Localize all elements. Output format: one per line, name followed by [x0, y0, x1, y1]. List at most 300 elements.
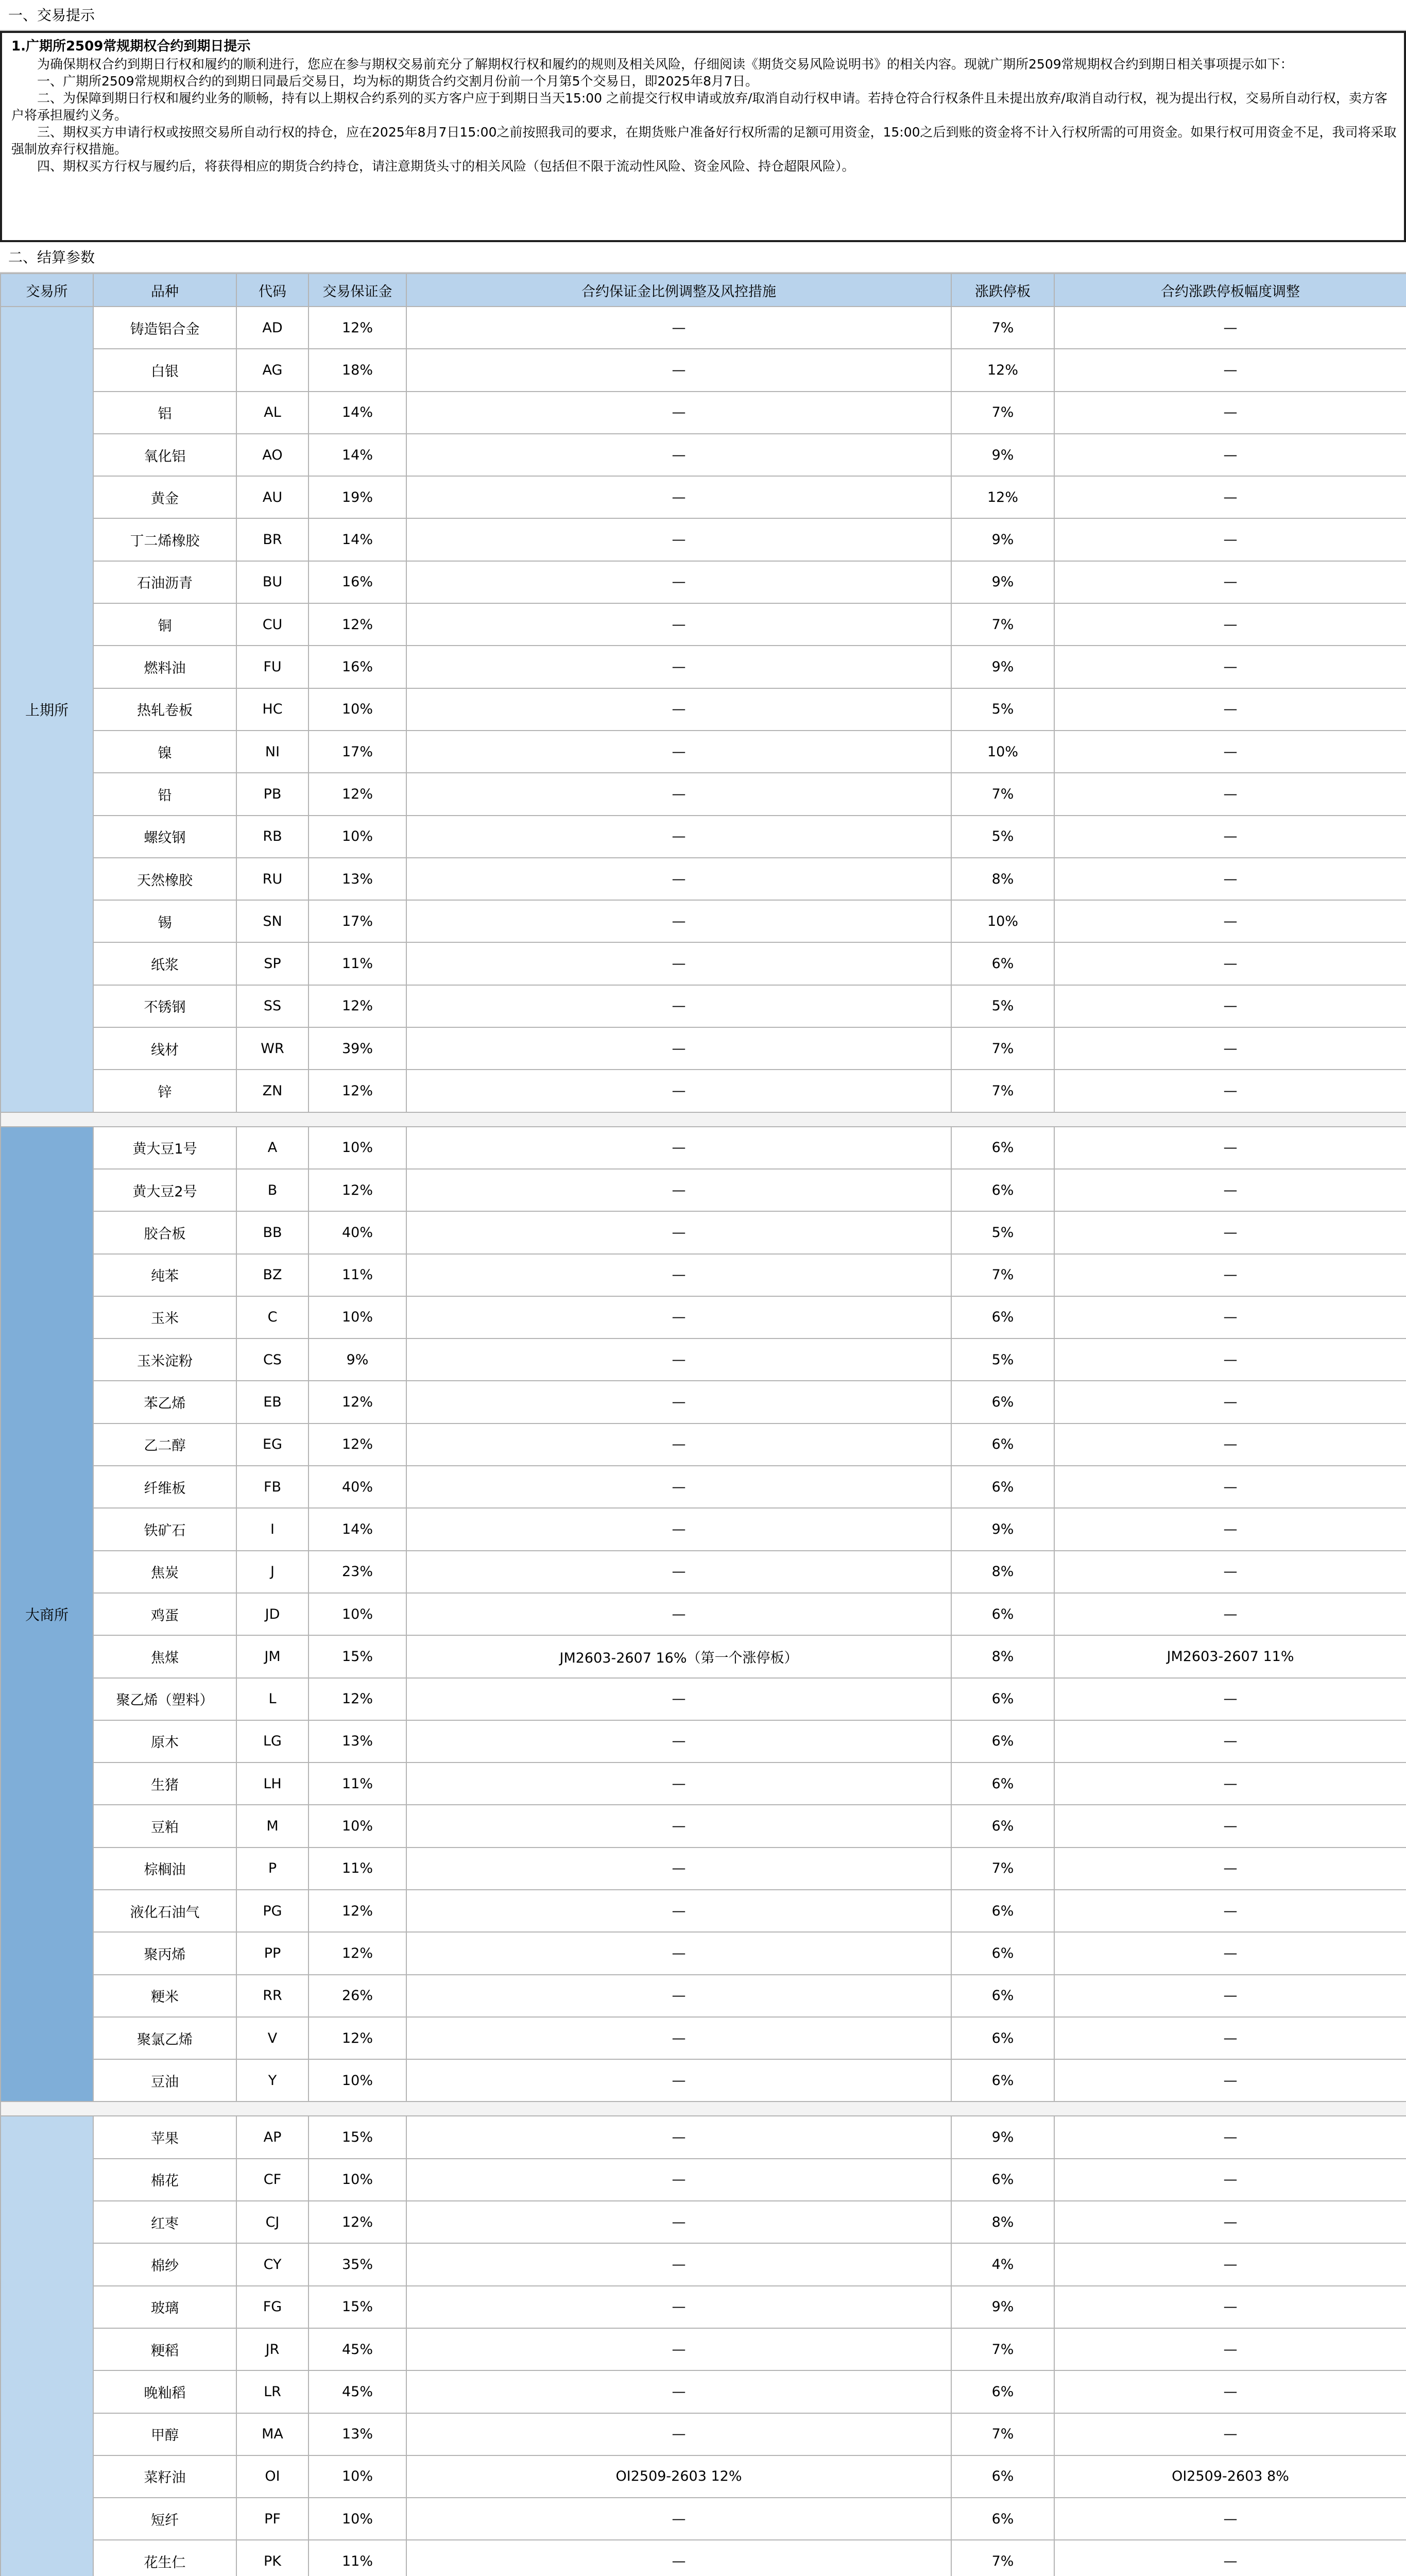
margin-adjustment-cell: — [406, 1932, 951, 1974]
table-row [1, 1635, 1406, 1677]
product-cell: 不锈钢 [93, 985, 236, 1027]
price-limit-cell: 6% [951, 1975, 1054, 2017]
code-cell: BR [236, 518, 308, 561]
notice-line: 二、为保障到期日行权和履约业务的顺畅，持有以上期权合约系列的买方客户应于到期日当天15:00 之前提交行权申请或放弃/取消自动行权申请。若持仓符合行权条件且未提出放弃/取消自动行权，视为提出行权，交易所自动行权，卖方客户将承担履约义务。 [11, 91, 1387, 123]
product-cell: 聚氯乙烯 [93, 2017, 236, 2059]
margin-cell: 11% [308, 2540, 406, 2576]
price-limit-cell: 6% [951, 1762, 1054, 1805]
notice-title: 1.广期所2509常规期权合约到期日提示 [11, 39, 251, 54]
product-cell: 原木 [93, 1720, 236, 1762]
table-row [1, 1678, 1406, 1720]
product-cell: 聚乙烯（塑料） [93, 1678, 236, 1720]
price-limit-cell: 7% [951, 1848, 1054, 1890]
margin-adjustment-cell: — [406, 1296, 951, 1338]
margin-adjustment-cell: — [406, 2328, 951, 2370]
table-row [1, 2328, 1406, 2370]
product-cell: 花生仁 [93, 2540, 236, 2576]
margin-adjustment-cell: — [406, 1027, 951, 1070]
price-limit-adjustment-cell: — [1054, 2059, 1406, 2102]
margin-cell: 12% [308, 307, 406, 349]
price-limit-adjustment-cell: — [1054, 2413, 1406, 2455]
margin-cell: 10% [308, 2455, 406, 2498]
price-limit-adjustment-cell: — [1054, 2201, 1406, 2243]
margin-adjustment-cell: — [406, 2059, 951, 2102]
margin-adjustment-cell: — [406, 2498, 951, 2540]
table-row [1, 1381, 1406, 1423]
price-limit-cell: 6% [951, 1381, 1054, 1423]
header-code: 代码 [236, 274, 308, 307]
price-limit-cell: 6% [951, 1423, 1054, 1466]
price-limit-adjustment-cell: — [1054, 985, 1406, 1027]
code-cell: CJ [236, 2201, 308, 2243]
code-cell: PP [236, 1932, 308, 1974]
code-cell: AP [236, 2116, 308, 2158]
price-limit-cell: 10% [951, 900, 1054, 942]
price-limit-adjustment-cell: — [1054, 688, 1406, 731]
table-row [1, 1296, 1406, 1338]
margin-cell: 14% [308, 1508, 406, 1550]
product-cell: 短纤 [93, 2498, 236, 2540]
price-limit-adjustment-cell: — [1054, 603, 1406, 646]
margin-cell: 12% [308, 1169, 406, 1211]
price-limit-adjustment-cell: — [1054, 1593, 1406, 1635]
margin-cell: 40% [308, 1211, 406, 1253]
margin-cell: 12% [308, 603, 406, 646]
margin-adjustment-cell: — [406, 1423, 951, 1466]
margin-cell: 13% [308, 858, 406, 900]
table-row [1, 392, 1406, 434]
code-cell: SP [236, 942, 308, 985]
code-cell: CY [236, 2243, 308, 2285]
exchange-cell [1, 2116, 93, 2576]
margin-adjustment-cell: — [406, 1848, 951, 1890]
table-row [1, 1127, 1406, 1169]
margin-adjustment-cell: — [406, 688, 951, 731]
price-limit-adjustment-cell: — [1054, 1027, 1406, 1070]
price-limit-cell: 6% [951, 2059, 1054, 2102]
margin-adjustment-cell: — [406, 1070, 951, 1112]
margin-cell: 10% [308, 688, 406, 731]
price-limit-adjustment-cell: — [1054, 2370, 1406, 2413]
table-row [1, 518, 1406, 561]
table-row [1, 2159, 1406, 2201]
code-cell: BB [236, 1211, 308, 1253]
table-row [1, 561, 1406, 603]
code-cell: LG [236, 1720, 308, 1762]
code-cell: J [236, 1551, 308, 1593]
table-row [1, 2413, 1406, 2455]
price-limit-adjustment-cell: — [1054, 942, 1406, 985]
code-cell: SN [236, 900, 308, 942]
code-cell: BU [236, 561, 308, 603]
table-row [1, 1211, 1406, 1253]
product-cell: 线材 [93, 1027, 236, 1070]
margin-adjustment-cell: — [406, 731, 951, 773]
margin-cell: 12% [308, 1381, 406, 1423]
code-cell: AL [236, 392, 308, 434]
table-row [1, 2498, 1406, 2540]
product-cell: 棉花 [93, 2159, 236, 2201]
product-cell: 纤维板 [93, 1466, 236, 1508]
margin-cell: 14% [308, 518, 406, 561]
code-cell: RU [236, 858, 308, 900]
product-cell: 豆粕 [93, 1805, 236, 1847]
header-price-limit: 涨跌停板 [951, 274, 1054, 307]
price-limit-cell: 7% [951, 1070, 1054, 1112]
margin-cell: 26% [308, 1975, 406, 2017]
price-limit-adjustment-cell: — [1054, 1720, 1406, 1762]
product-cell: 鸡蛋 [93, 1593, 236, 1635]
margin-adjustment-cell: — [406, 1762, 951, 1805]
margin-adjustment-cell: — [406, 2017, 951, 2059]
group-separator [1, 2102, 1406, 2116]
price-limit-adjustment-cell: — [1054, 773, 1406, 815]
code-cell: JM [236, 1635, 308, 1677]
margin-adjustment-cell: — [406, 2243, 951, 2285]
price-limit-adjustment-cell: — [1054, 1296, 1406, 1338]
product-cell: 石油沥青 [93, 561, 236, 603]
margin-adjustment-cell: — [406, 392, 951, 434]
price-limit-adjustment-cell: — [1054, 1551, 1406, 1593]
product-cell: 棕榈油 [93, 1848, 236, 1890]
margin-cell: 45% [308, 2328, 406, 2370]
margin-cell: 17% [308, 900, 406, 942]
margin-cell: 12% [308, 773, 406, 815]
price-limit-adjustment-cell: — [1054, 561, 1406, 603]
price-limit-adjustment-cell: — [1054, 1508, 1406, 1550]
margin-adjustment-cell: — [406, 1169, 951, 1211]
price-limit-adjustment-cell: — [1054, 2498, 1406, 2540]
code-cell: RB [236, 816, 308, 858]
margin-adjustment-cell: — [406, 2286, 951, 2328]
product-cell: 氧化铝 [93, 434, 236, 476]
margin-adjustment-cell: — [406, 518, 951, 561]
margin-adjustment-cell: — [406, 1551, 951, 1593]
price-limit-cell: 7% [951, 2540, 1054, 2576]
table-row [1, 985, 1406, 1027]
product-cell: 苯乙烯 [93, 1381, 236, 1423]
code-cell: WR [236, 1027, 308, 1070]
price-limit-adjustment-cell: — [1054, 1338, 1406, 1381]
price-limit-cell: 9% [951, 1508, 1054, 1550]
table-row [1, 858, 1406, 900]
code-cell: AO [236, 434, 308, 476]
margin-cell: 10% [308, 1296, 406, 1338]
exchange-cell: 上期所 [1, 307, 93, 1112]
price-limit-adjustment-cell: — [1054, 1762, 1406, 1805]
table-row [1, 1466, 1406, 1508]
table-row [1, 731, 1406, 773]
price-limit-cell: 6% [951, 2498, 1054, 2540]
code-cell: AU [236, 476, 308, 518]
product-cell: 胶合板 [93, 1211, 236, 1253]
code-cell: V [236, 2017, 308, 2059]
code-cell: PG [236, 1890, 308, 1932]
table-row [1, 1070, 1406, 1112]
price-limit-cell: 4% [951, 2243, 1054, 2285]
margin-adjustment-cell: — [406, 773, 951, 815]
product-cell: 菜籽油 [93, 2455, 236, 2498]
price-limit-adjustment-cell: — [1054, 1678, 1406, 1720]
price-limit-cell: 9% [951, 2286, 1054, 2328]
table-row [1, 2017, 1406, 2059]
price-limit-cell: 8% [951, 858, 1054, 900]
code-cell: EG [236, 1423, 308, 1466]
header-product: 品种 [93, 274, 236, 307]
code-cell: C [236, 1296, 308, 1338]
margin-cell: 9% [308, 1338, 406, 1381]
price-limit-adjustment-cell: — [1054, 2116, 1406, 2158]
table-row [1, 2116, 1406, 2158]
table-row [1, 773, 1406, 815]
product-cell: 玉米 [93, 1296, 236, 1338]
price-limit-cell: 8% [951, 2201, 1054, 2243]
table-row [1, 1848, 1406, 1890]
product-cell: 纯苯 [93, 1254, 236, 1296]
product-cell: 铝 [93, 392, 236, 434]
price-limit-cell: 6% [951, 1296, 1054, 1338]
price-limit-adjustment-cell: — [1054, 2286, 1406, 2328]
margin-cell: 11% [308, 942, 406, 985]
price-limit-adjustment-cell: — [1054, 349, 1406, 391]
product-cell: 焦煤 [93, 1635, 236, 1677]
code-cell: BZ [236, 1254, 308, 1296]
table-row [1, 2455, 1406, 2498]
margin-adjustment-cell: — [406, 1254, 951, 1296]
code-cell: NI [236, 731, 308, 773]
table-row [1, 476, 1406, 518]
price-limit-cell: 10% [951, 731, 1054, 773]
margin-adjustment-cell: — [406, 1593, 951, 1635]
margin-adjustment-cell: — [406, 1975, 951, 2017]
table-row [1, 1254, 1406, 1296]
margin-cell: 12% [308, 2201, 406, 2243]
price-limit-cell: 5% [951, 1211, 1054, 1253]
notice-line: 一、广期所2509常规期权合约的到期日同最后交易日，均为标的期货合约交割月份前一个月第5个交易日，即2025年8月7日。 [37, 74, 758, 89]
margin-adjustment-cell: — [406, 434, 951, 476]
margin-adjustment-cell: — [406, 2201, 951, 2243]
price-limit-cell: 6% [951, 1169, 1054, 1211]
product-cell: 玻璃 [93, 2286, 236, 2328]
product-cell: 锡 [93, 900, 236, 942]
table-row [1, 2201, 1406, 2243]
code-cell: CU [236, 603, 308, 646]
price-limit-cell: 8% [951, 1635, 1054, 1677]
price-limit-adjustment-cell: — [1054, 1932, 1406, 1974]
price-limit-cell: 5% [951, 816, 1054, 858]
price-limit-cell: 6% [951, 1805, 1054, 1847]
margin-cell: 10% [308, 2159, 406, 2201]
margin-cell: 10% [308, 2498, 406, 2540]
code-cell: PB [236, 773, 308, 815]
price-limit-adjustment-cell: — [1054, 392, 1406, 434]
header-margin: 交易保证金 [308, 274, 406, 307]
settlement-params-table [0, 273, 1406, 2576]
product-cell: 甲醇 [93, 2413, 236, 2455]
margin-adjustment-cell: — [406, 1678, 951, 1720]
price-limit-adjustment-cell: — [1054, 1070, 1406, 1112]
section-title-trade-notice: 一、交易提示 [0, 0, 1406, 31]
price-limit-cell: 6% [951, 1720, 1054, 1762]
code-cell: Y [236, 2059, 308, 2102]
product-cell: 红枣 [93, 2201, 236, 2243]
price-limit-adjustment-cell: — [1054, 816, 1406, 858]
group-separator [1, 1112, 1406, 1127]
price-limit-cell: 6% [951, 1127, 1054, 1169]
price-limit-cell: 7% [951, 2413, 1054, 2455]
margin-cell: 12% [308, 1932, 406, 1974]
margin-cell: 17% [308, 731, 406, 773]
price-limit-adjustment-cell: — [1054, 518, 1406, 561]
table-row [1, 603, 1406, 646]
price-limit-adjustment-cell: — [1054, 1127, 1406, 1169]
code-cell: CS [236, 1338, 308, 1381]
margin-cell: 10% [308, 1593, 406, 1635]
product-cell: 豆油 [93, 2059, 236, 2102]
price-limit-adjustment-cell: — [1054, 858, 1406, 900]
price-limit-adjustment-cell: — [1054, 2328, 1406, 2370]
margin-cell: 12% [308, 1070, 406, 1112]
price-limit-cell: 5% [951, 1338, 1054, 1381]
price-limit-cell: 6% [951, 1932, 1054, 1974]
margin-cell: 45% [308, 2370, 406, 2413]
price-limit-cell: 9% [951, 518, 1054, 561]
code-cell: M [236, 1805, 308, 1847]
product-cell: 玉米淀粉 [93, 1338, 236, 1381]
price-limit-cell: 5% [951, 985, 1054, 1027]
product-cell: 晚籼稻 [93, 2370, 236, 2413]
code-cell: EB [236, 1381, 308, 1423]
margin-adjustment-cell: — [406, 2413, 951, 2455]
price-limit-cell: 6% [951, 2159, 1054, 2201]
code-cell: ZN [236, 1070, 308, 1112]
product-cell: 粳稻 [93, 2328, 236, 2370]
product-cell: 铸造铝合金 [93, 307, 236, 349]
code-cell: FG [236, 2286, 308, 2328]
margin-cell: 16% [308, 646, 406, 688]
price-limit-adjustment-cell: — [1054, 307, 1406, 349]
margin-cell: 12% [308, 1423, 406, 1466]
table-row [1, 688, 1406, 731]
margin-adjustment-cell: — [406, 900, 951, 942]
margin-cell: 13% [308, 1720, 406, 1762]
product-cell: 铁矿石 [93, 1508, 236, 1550]
margin-cell: 15% [308, 2116, 406, 2158]
margin-cell: 11% [308, 1254, 406, 1296]
price-limit-cell: 6% [951, 2017, 1054, 2059]
code-cell: B [236, 1169, 308, 1211]
margin-adjustment-cell: — [406, 603, 951, 646]
table-row [1, 1593, 1406, 1635]
product-cell: 聚丙烯 [93, 1932, 236, 1974]
product-cell: 丁二烯橡胶 [93, 518, 236, 561]
margin-adjustment-cell: — [406, 1805, 951, 1847]
table-row [1, 349, 1406, 391]
price-limit-cell: 6% [951, 2455, 1054, 2498]
margin-adjustment-cell: — [406, 1338, 951, 1381]
margin-cell: 10% [308, 1805, 406, 1847]
table-row [1, 2286, 1406, 2328]
margin-cell: 19% [308, 476, 406, 518]
price-limit-cell: 9% [951, 434, 1054, 476]
code-cell: AG [236, 349, 308, 391]
product-cell: 锌 [93, 1070, 236, 1112]
table-row [1, 2370, 1406, 2413]
margin-adjustment-cell: — [406, 646, 951, 688]
margin-adjustment-cell: OI2509-2603 12% [406, 2455, 951, 2498]
price-limit-cell: 9% [951, 2116, 1054, 2158]
price-limit-adjustment-cell: — [1054, 2243, 1406, 2285]
price-limit-adjustment-cell: OI2509-2603 8% [1054, 2455, 1406, 2498]
group-separator-cell [1, 2102, 1406, 2116]
price-limit-cell: 12% [951, 476, 1054, 518]
margin-adjustment-cell: — [406, 942, 951, 985]
table-row [1, 2540, 1406, 2576]
price-limit-cell: 9% [951, 646, 1054, 688]
price-limit-adjustment-cell: — [1054, 731, 1406, 773]
margin-cell: 11% [308, 1848, 406, 1890]
margin-cell: 12% [308, 1678, 406, 1720]
code-cell: HC [236, 688, 308, 731]
product-cell: 生猪 [93, 1762, 236, 1805]
price-limit-cell: 6% [951, 1890, 1054, 1932]
price-limit-cell: 7% [951, 392, 1054, 434]
margin-adjustment-cell: — [406, 561, 951, 603]
margin-cell: 15% [308, 1635, 406, 1677]
code-cell: JD [236, 1593, 308, 1635]
group-separator-cell [1, 1112, 1406, 1127]
price-limit-cell: 5% [951, 688, 1054, 731]
margin-adjustment-cell: — [406, 1890, 951, 1932]
price-limit-cell: 9% [951, 561, 1054, 603]
product-cell: 黄大豆2号 [93, 1169, 236, 1211]
header-margin-adjustment: 合约保证金比例调整及风控措施 [406, 274, 951, 307]
table-row [1, 1508, 1406, 1550]
margin-adjustment-cell: — [406, 307, 951, 349]
margin-cell: 40% [308, 1466, 406, 1508]
table-row [1, 646, 1406, 688]
price-limit-adjustment-cell: — [1054, 1466, 1406, 1508]
margin-cell: 39% [308, 1027, 406, 1070]
table-row [1, 1338, 1406, 1381]
table-row [1, 307, 1406, 349]
price-limit-cell: 7% [951, 1027, 1054, 1070]
margin-adjustment-cell: — [406, 349, 951, 391]
product-cell: 棉纱 [93, 2243, 236, 2285]
margin-adjustment-cell: — [406, 816, 951, 858]
table-row [1, 1975, 1406, 2017]
table-row [1, 942, 1406, 985]
code-cell: LR [236, 2370, 308, 2413]
price-limit-cell: 6% [951, 1466, 1054, 1508]
price-limit-adjustment-cell: — [1054, 1890, 1406, 1932]
price-limit-adjustment-cell: JM2603-2607 11% [1054, 1635, 1406, 1677]
notice-line: 三、期权买方申请行权或按照交易所自动行权的持仓，应在2025年8月7日15:00之前按照我司的要求，在期货账户准备好行权所需的足额可用资金，15:00之后到账的资金将不计入行权所需的可用资金。如果行权可用资金不足，我司将采取强制放弃行权措施。 [11, 125, 1397, 157]
code-cell: JR [236, 2328, 308, 2370]
code-cell: PF [236, 2498, 308, 2540]
table-row [1, 816, 1406, 858]
section-title-settlement-params: 二、结算参数 [0, 242, 1406, 273]
price-limit-adjustment-cell: — [1054, 1211, 1406, 1253]
margin-adjustment-cell: — [406, 476, 951, 518]
margin-cell: 13% [308, 2413, 406, 2455]
header-exchange: 交易所 [1, 274, 93, 307]
margin-cell: 12% [308, 2017, 406, 2059]
code-cell: PK [236, 2540, 308, 2576]
price-limit-cell: 6% [951, 2370, 1054, 2413]
product-cell: 铅 [93, 773, 236, 815]
product-cell: 黄大豆1号 [93, 1127, 236, 1169]
